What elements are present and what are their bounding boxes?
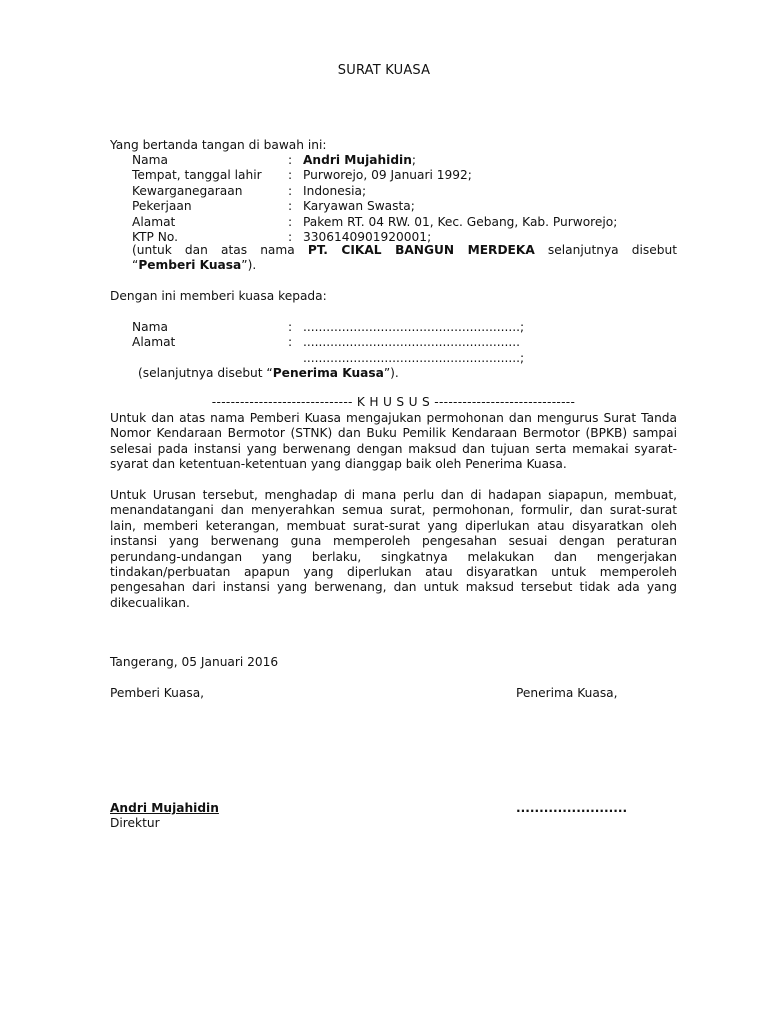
- document-title: SURAT KUASA: [337, 63, 431, 78]
- grantor-label: Nama: [132, 153, 168, 167]
- recipient-signatory-name: ........................: [516, 801, 628, 815]
- grantor-value: 3306140901920001;: [303, 229, 432, 244]
- paragraph-authority: Untuk Urusan tersebut, menghadap di mana perlu dan di hadapan siapapun, membuat, menandatangani dan menyerahkan semua surat, permohonan, formulir, dan surat-surat lain, memberi keterangan, membuat surat-surat yang diperlukan atau disyaratkan oleh instansi yang berwenang guna memperoleh pengesahan sesuai dengan peraturan perundang-undangan yang berlaku, singkatnya melakukan dan mengerjakan tindakan/perbuatan apapun yang diperlukan atau disyaratkan untuk memperoleh pengesahan dari instansi yang berwenang, dan untuk maksud tersebut tidak ada yang dikecualikan.: [110, 488, 677, 610]
- grant-intro: Dengan ini memberi kuasa kepada:: [110, 289, 327, 303]
- divider-word: K H U S U S: [356, 395, 431, 409]
- grantor-designation-bold: Pemberi Kuasa: [138, 258, 242, 272]
- note-text: (selanjutnya disebut “: [138, 366, 273, 380]
- grantor-value: Karyawan Swasta;: [303, 199, 415, 214]
- colon: :: [288, 320, 293, 334]
- company-name: PT. CIKAL BANGUN MERDEKA: [307, 243, 535, 257]
- grantor-row-birth: [132, 168, 678, 183]
- colon: :: [288, 168, 293, 183]
- note-text: ”).: [383, 366, 399, 380]
- recipient-designation-bold: Penerima Kuasa: [272, 366, 384, 380]
- grantor-value: Pakem RT. 04 RW. 01, Kec. Gebang, Kab. Purworejo;: [303, 214, 618, 229]
- recipient-signature-label: Penerima Kuasa,: [516, 686, 618, 700]
- divider-dashes: ------------------------------: [211, 395, 353, 409]
- recipient-row-name: [132, 320, 678, 335]
- colon: :: [288, 199, 293, 214]
- grantor-value: Purworejo, 09 Januari 1992;: [303, 168, 472, 183]
- grantor-value: [303, 153, 678, 168]
- grantor-value: Indonesia;: [303, 183, 367, 198]
- recipient-row-address: [132, 335, 678, 350]
- divider-dashes: ------------------------------: [434, 395, 576, 409]
- recipient-value: ........................................................;: [303, 320, 525, 334]
- recipient-designation: [138, 366, 399, 381]
- recipient-row-address-2: [132, 351, 678, 366]
- colon: :: [288, 335, 293, 350]
- grantor-label: Tempat, tanggal lahir: [132, 168, 262, 183]
- quote-close: ”).: [241, 258, 257, 272]
- grantor-note: [132, 243, 677, 258]
- recipient-table: [132, 320, 678, 366]
- place-date: Tangerang, 05 Januari 2016: [110, 655, 279, 669]
- grantor-label: Alamat: [132, 214, 176, 229]
- recipient-label: Nama: [132, 320, 168, 334]
- recipient-value: ........................................................: [303, 335, 520, 350]
- grantor-signatory-name: Andri Mujahidin: [110, 801, 219, 815]
- grantor-row-address: [132, 215, 678, 230]
- grantor-designation: [132, 258, 256, 273]
- grantor-label: Pekerjaan: [132, 199, 192, 214]
- note-text: (untuk dan atas nama: [132, 243, 295, 257]
- colon: :: [288, 229, 293, 244]
- grantor-row-citizenship: [132, 184, 678, 199]
- recipient-label: Alamat: [132, 335, 176, 350]
- colon: :: [288, 183, 293, 198]
- grantor-label: KTP No.: [132, 229, 178, 244]
- colon: :: [288, 153, 293, 167]
- khusus-divider: [110, 395, 677, 410]
- note-text: selanjutnya disebut: [547, 243, 677, 257]
- colon: :: [288, 214, 293, 229]
- quote-open: “: [132, 258, 139, 272]
- grantor-signatory-position: Direktur: [110, 816, 160, 830]
- grantor-row-name: [132, 153, 678, 168]
- grantor-label: Kewarganegaraan: [132, 183, 243, 198]
- grantor-row-occupation: [132, 199, 678, 214]
- paragraph-scope: Untuk dan atas nama Pemberi Kuasa mengajukan permohonan dan mengurus Surat Tanda Nomor Kendaraan Bermotor (STNK) dan Buku Pemilik Kendaraan Bermotor (BPKB) sampai selesai pada instansi yang berwenang dengan maksud dan tujuan serta memakai syarat-syarat dan ketentuan-ketentuan yang dianggap baik oleh Penerima Kuasa.: [110, 411, 677, 472]
- intro-text: Yang bertanda tangan di bawah ini:: [110, 138, 327, 152]
- grantor-signature-label: Pemberi Kuasa,: [110, 686, 205, 700]
- recipient-value: ........................................................;: [303, 350, 525, 365]
- grantor-name-value: Andri Mujahidin: [303, 153, 412, 167]
- grantor-name-suffix: ;: [411, 153, 417, 167]
- grantor-identity-table: [132, 153, 678, 245]
- recipient-label: [132, 351, 288, 366]
